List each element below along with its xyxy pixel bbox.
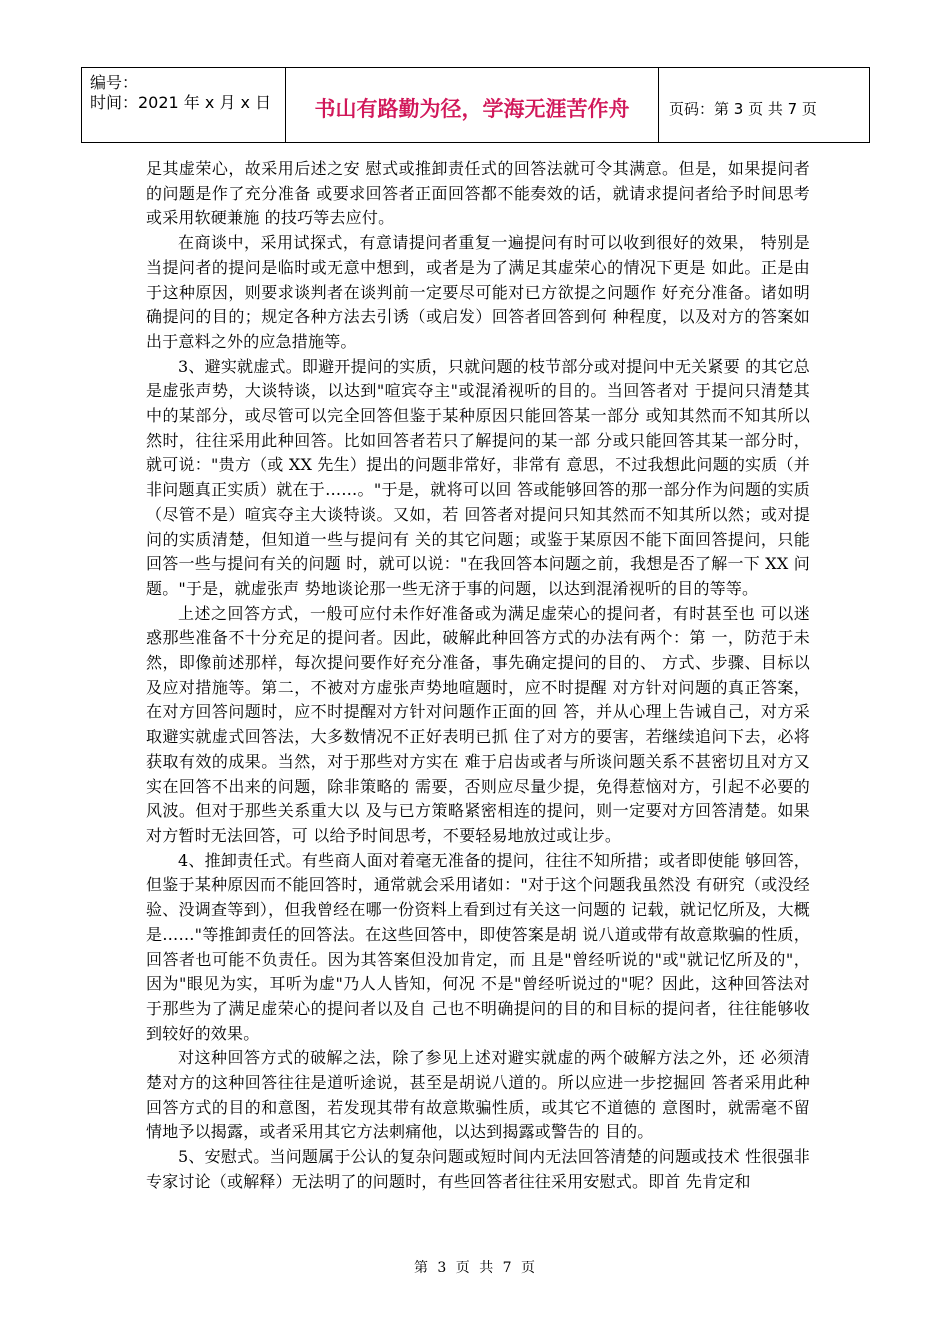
document-body xyxy=(146,157,810,1195)
document-number-label: 编号： xyxy=(90,73,139,92)
body-paragraph: 对这种回答方式的破解之法，除了参见上述对避实就虚的两个破解方法之外，还 必须清楚对方的这种回答往往是道听途说，甚至是胡说八道的。所以应进一步挖掘回 答者采用此种回答方式的目的和意图，若发现其带有故意欺骗性质，或其它不道德的 意图时，就需毫不留情地予以揭露，或者采用其它方法刺痛他，以达到揭露或警告的 目的。 xyxy=(146,1048,810,1142)
header-page-info: 页码：第 3 页 共 7 页 xyxy=(669,99,817,118)
body-paragraph: 足其虚荣心，故采用后述之安 慰式或推卸责任式的回答法就可令其满意。但是，如果提问者的问题是作了充分准备 或要求回答者正面回答都不能奏效的话，就请求提问者给予时间思考或采用软硬兼施 的技巧等去应付。 xyxy=(146,159,810,228)
body-paragraph: 4、推卸责任式。有些商人面对着毫无准备的提问，往往不知所措；或者即使能 够回答，但鉴于某种原因而不能回答时，通常就会采用诸如："对于这个问题我虽然没 有研究（或没经验、没调查等到），但我曾经在哪一份资料上看到过有关这一问题的 记载，就记忆所及，大概是……"等推卸责任的回答法。在这些回答中，即使答案是胡 说八道或带有故意欺骗的性质，回答者也可能不负责任。因为其答案但没加肯定，而 且是"曾经听说的"或"就记忆所及的"，因为"眼见为实，耳听为虚"乃人人皆知，何况 不是"曾经听说过的"呢？因此，这种回答法对于那些为了满足虚荣心的提问者以及自 己也不明确提问的目的和目标的提问者，往往能够收到较好的效果。 xyxy=(146,850,810,1043)
header-motto: 书山有路勤为径，学海无涯苦作舟 xyxy=(286,68,659,142)
page-footer: 第 3 页 共 7 页 xyxy=(413,1260,537,1276)
body-paragraph: 上述之回答方式，一般可应付未作好准备或为满足虚荣心的提问者，有时甚至也 可以迷惑那些准备不十分充足的提问者。因此，破解此种回答方式的办法有两个：第 一，防范于未然，即像前述那样，每次提问要作好充分准备，事先确定提问的目的、 方式、步骤、目标以及应对措施等。第二，不被对方虚张声势地喧题时，应不时提醒 对方针对问题的真正答案，在对方回答问题时，应不时提醒对方针对问题作正面的回 答，并从心理上告诫自己，对方采取避实就虚式回答法，大多数情况不正好表明已抓 住了对方的要害，若继续追问下去，必将获取有效的成果。当然，对于那些对方实在 难于启齿或者与所谈问题关系不甚密切且对方又实在回答不出来的问题，除非策略的 需要，否则应尽量少提，免得惹恼对方，引起不必要的风波。但对于那些关系重大以 及与已方策略紧密相连的提问，则一定要对方回答清楚。如果对方暂时无法回答，可 以给予时间思考，不要轻易地放过或让步。 xyxy=(146,603,810,845)
body-paragraph: 在商谈中，采用试探式，有意请提问者重复一遍提问有时可以收到很好的效果， 特别是当提问者的提问是临时或无意中想到，或者是为了满足其虚荣心的情况下更是 如此。正是由于这种原因，则要求谈判者在谈判前一定要尽可能对已方欲提之问题作 好充分准备。诸如明确提问的目的；规定各种方法去引诱（或启发）回答者回答到何 种程度，以及对方的答案如出于意料之外的应急措施等。 xyxy=(146,233,810,351)
body-paragraph: 3、避实就虚式。即避开提问的实质，只就问题的枝节部分或对提问中无关紧要 的其它总是虚张声势，大谈特谈，以达到"喧宾夺主"或混淆视听的目的。当回答者对 于提问只清楚其中的某部分，或尽管可以完全回答但鉴于某种原因只能回答某一部分 或知其然而不知其所以然时，往往采用此种回答。比如回答者若只了解提问的某一部 分或只能回答其某一部分时，就可说："贵方（或 XX 先生）提出的问题非常好，非常有 意思，不过我想此问题的实质（并非问题真正实质）就在于……。"于是，就将可以回 答或能够回答的那一部分作为问题的实质（尽管不是）喧宾夺主大谈特谈。又如，若 回答者对提问只知其然而不知其所以然；或对提问的实质清楚，但知道一些与提问有 关的其它问题；或鉴于某原因不能下面回答提问，只能回答一些与提问有关的问题 时，就可以说："在我回答本问题之前，我想是否了解一下 XX 问题。"于是，就虚张声 势地谈论那一些无济于事的问题，以达到混淆视听的目的等等。 xyxy=(146,356,810,598)
document-date-label: 时间：2021 年 x 月 x 日 xyxy=(90,93,272,112)
header-meta xyxy=(82,68,286,142)
body-paragraph: 5、安慰式。当问题属于公认的复杂问题或短时间内无法回答清楚的问题或技术 性很强非专家讨论（或解释）无法明了的问题时，有些回答者往往采用安慰式。即首 先肯定和 xyxy=(146,1147,810,1191)
page-header xyxy=(81,67,870,143)
